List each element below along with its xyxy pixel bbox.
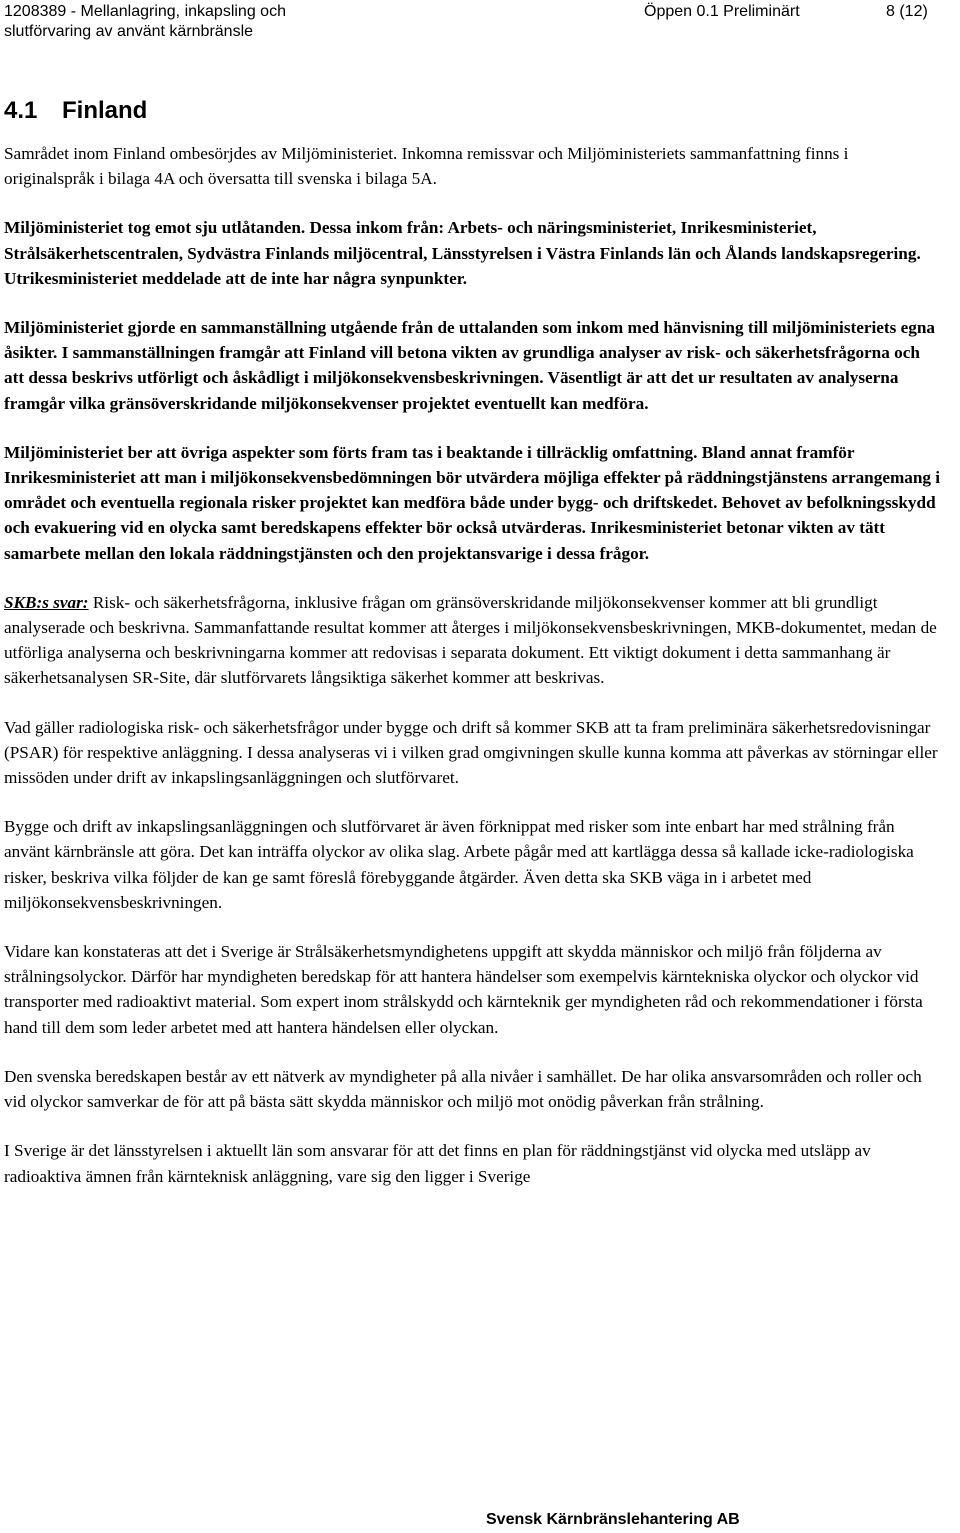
- paragraph-skb-reply: [4, 590, 942, 691]
- paragraph-preparedness: Den svenska beredskapen består av ett nätverk av myndigheter på alla nivåer i samhället. De har olika ansvarsområden och roller och vid olyckor samverkar de för att på bästa sätt skydda människor och miljö mot onödig påverkan från strålning.: [4, 1066, 922, 1112]
- document-title: [4, 2, 384, 42]
- paragraph-other-aspects: Miljöministeriet ber att övriga aspekter som förts fram tas i beaktande i tillräcklig omfattning. Bland annat framför Inrikesministeriet att man i miljökonsekvensbedömningen bör utvärdera möjliga effekter på räddningstjänstens arrangemang i området och eventuella regionala risker projektet kan medföra både under bygg- och driftskedet. Behovet av befolkningsskydd och evakuering vid en olycka samt beredskapens effekter bör också utvärderas. Inrikesministeriet betonar vikten av tätt samarbete mellan den lokala räddningstjänsten och den projektansvarige i dessa frågor.: [4, 442, 941, 563]
- skb-reply-text: Risk- och säkerhetsfrågorna, inklusive frågan om gränsöverskridande miljökonsekvenser kommer att bli grundligt analyserade och beskrivna. Sammanfattande resultat kommer att återges i miljökonsekvensbeskrivningen, MKB-dokumentet, medan de utförliga analyserna och beskrivningarna kommer att redovisas i separata dokument. Ett viktigt dokument i detta sammanhang är säkerhetsanalysen SR-Site, där slutförvarets långsiktiga säkerhet kommer att beskrivas.: [4, 592, 937, 688]
- paragraph-radiation-safety-authority: Vidare kan konstateras att det i Sverige är Strålsäkerhetsmyndighetens uppgift att skydda människor och miljö från följderna av strålningsolyckor. Därför har myndigheten beredskap för att hantera händelser som exempelvis kärntekniska olyckor och olyckor vid transporter med radioaktivt material. Som expert inom strålskydd och kärnteknik ger myndigheten råd och rekommendationer i första hand till dem som leder arbetet med att hantera händelsen eller olyckan.: [4, 942, 923, 1037]
- paragraph-statements: Miljöministeriet tog emot sju utlåtanden. Dessa inkom från: Arbets- och näringsministeriet, Inrikesministeriet, Strålsäkerhetscentralen, Sydvästra Finlands miljöcentral, Länsstyrelsen i Västra Finlands län och Ålands landskapsregering. Utrikesministeriet meddelade att de inte har några synpunkter.: [4, 218, 921, 288]
- document-title-line-1: 1208389 - Mellanlagring, inkapsling och: [4, 3, 286, 20]
- skb-reply-label: SKB:s svar:: [4, 592, 89, 612]
- document-body: [4, 141, 942, 1213]
- paragraph-non-radiological-risks: Bygge och drift av inkapslingsanläggningen och slutförvaret är även förknippat med risker som inte enbart har med strålning från använt kärnbränsle att göra. Det kan inträffa olyckor av olika slag. Arbete pågår med att kartlägga dessa så kallade icke-radiologiska risker, beskriva vilka följder de kan ge samt föreslå förebyggande åtgärder. Även detta ska SKB väga in i arbetet med miljökonsekvensbeskrivningen.: [4, 817, 914, 912]
- section-heading: [4, 96, 147, 126]
- paragraph-intro: Samrådet inom Finland ombesörjdes av Miljöministeriet. Inkomna remissvar och Miljöministeriets sammanfattning finns i originalspråk i bilaga 4A och översatta till svenska i bilaga 5A.: [4, 144, 849, 189]
- section-title: Finland: [62, 97, 148, 124]
- document-status: Öppen 0.1 Preliminärt: [644, 3, 800, 20]
- document-title-line-2: slutförvaring av använt kärnbränsle: [4, 23, 254, 40]
- page-footer: Svensk Kärnbränslehantering AB: [486, 1511, 740, 1528]
- paragraph-county-board: I Sverige är det länsstyrelsen i aktuellt län som ansvarar för att det finns en plan för räddningstjänst vid olycka med utsläpp av radioaktiva ämnen från kärnteknisk anläggning, vare sig den ligger i Sverige: [4, 1141, 871, 1186]
- page-number: 8 (12): [886, 3, 928, 20]
- paragraph-psar: Vad gäller radiologiska risk- och säkerhetsfrågor under bygge och drift så kommer SKB att ta fram preliminära säkerhetsredovisningar (PSAR) för respektive anläggning. I dessa analyseras vi i vilken grad omgivningen skulle kunna komma att påverkas av störningar eller missöden under drift av inkapslingsanläggningen och slutförvaret.: [4, 717, 938, 788]
- section-number: 4.1: [4, 97, 38, 124]
- paragraph-compilation: Miljöministeriet gjorde en sammanställning utgående från de uttalanden som inkom med hänvisning till miljöministeriets egna åsikter. I sammanställningen framgår att Finland vill betona vikten av grundliga analyser av risk- och säkerhetsfrågorna och att dessa beskrivs utförligt och åskådligt i miljökonsekvensbeskrivningen. Väsentligt är att det ur resultaten av analyserna framgår vilka gränsöverskridande miljökonsekvenser projektet eventuellt kan medföra.: [4, 318, 935, 413]
